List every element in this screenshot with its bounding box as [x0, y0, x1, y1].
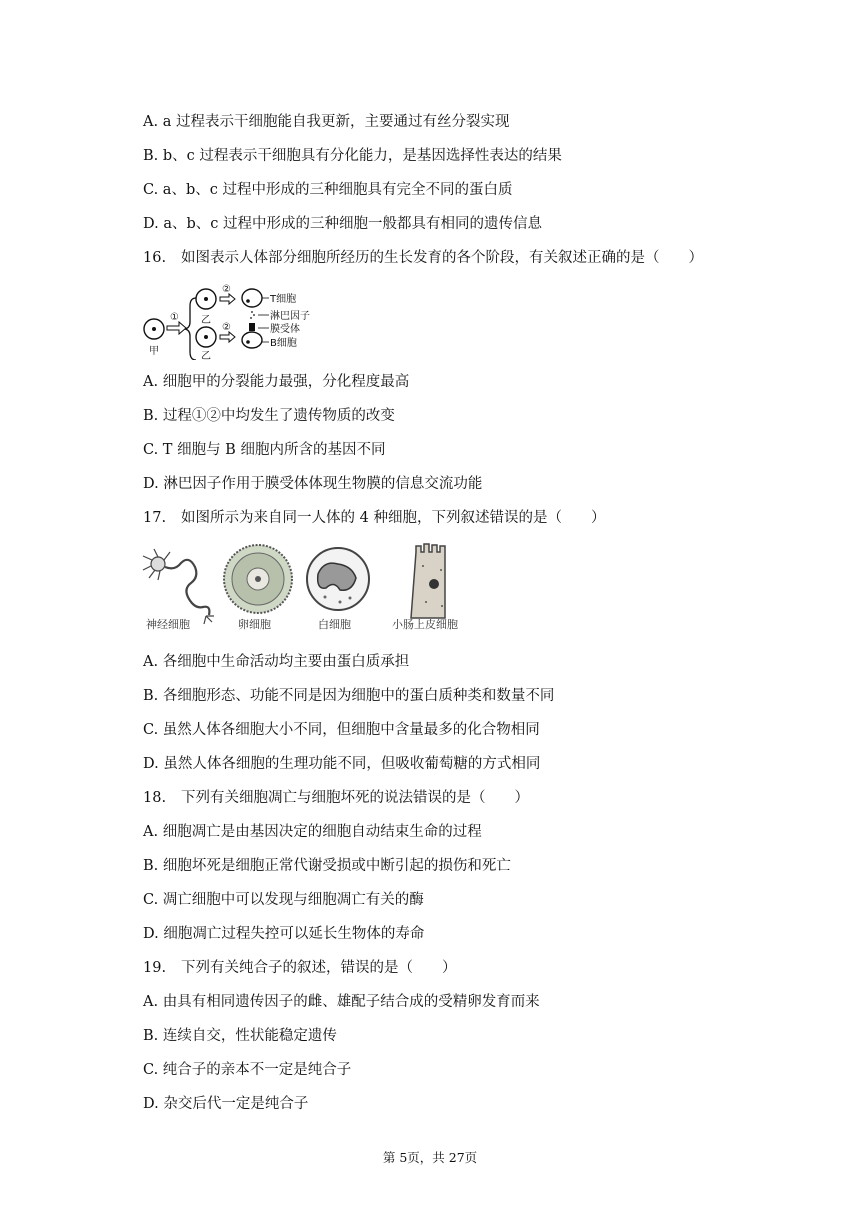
q16-option-c: C. T 细胞与 B 细胞内所含的基因不同 — [143, 442, 386, 458]
page-footer: 第 5页，共 27页 — [382, 1150, 478, 1165]
caption-neuron: 神经细胞 — [146, 618, 190, 631]
q18-option-c: C. 凋亡细胞中可以发现与细胞凋亡有关的酶 — [143, 892, 424, 908]
q16-option-a: A. 细胞甲的分裂能力最强，分化程度最高 — [143, 374, 410, 390]
q15-option-d: D. a、b、c 过程中形成的三种细胞一般都具有相同的遗传信息 — [143, 216, 542, 232]
q17-option-c: C. 虽然人体各细胞大小不同，但细胞中含量最多的化合物相同 — [143, 722, 540, 738]
q17-option-b: B. 各细胞形态、功能不同是因为细胞中的蛋白质种类和数量不同 — [143, 688, 555, 704]
q17-stem — [143, 508, 605, 528]
q19-option-b: B. 连续自交，性状能稳定遗传 — [143, 1028, 337, 1044]
q18-stem — [143, 788, 529, 808]
lymphokine-label: 淋巴因子 — [270, 311, 310, 322]
q18-number: 18. — [143, 790, 167, 806]
branch-brace — [185, 298, 196, 360]
caption-egg-cell: 卵细胞 — [238, 618, 271, 631]
b-cell-label: B细胞 — [270, 338, 297, 349]
white-blood-cell-drawing — [307, 548, 369, 610]
q15-option-c: C. a、b、c 过程中形成的三种细胞具有完全不同的蛋白质 — [143, 182, 513, 198]
q19-number: 19. — [143, 960, 167, 976]
q17-option-a: A. 各细胞中生命活动均主要由蛋白质承担 — [143, 654, 410, 670]
receptor-label: 膜受体 — [270, 324, 300, 335]
step-2-top-label: ② — [222, 284, 231, 295]
q15-option-b: B. b、c 过程表示干细胞具有分化能力，是基因选择性表达的结果 — [143, 148, 562, 164]
q19-option-a: A. 由具有相同遗传因子的雌、雄配子结合成的受精卵发育而来 — [143, 994, 540, 1010]
q19-stem-text: 下列有关纯合子的叙述，错误的是（ ） — [181, 960, 457, 976]
q19-stem — [143, 958, 457, 978]
caption-white-blood-cell: 白细胞 — [318, 618, 351, 631]
q19-option-d: D. 杂交后代一定是纯合子 — [143, 1096, 309, 1112]
q18-option-b: B. 细胞坏死是细胞正常代谢受损或中断引起的损伤和死亡 — [143, 858, 511, 874]
q16-stem-text: 如图表示人体部分细胞所经历的生长发育的各个阶段，有关叙述正确的是（ ） — [181, 250, 703, 266]
q16-number: 16. — [143, 250, 167, 266]
q18-option-d: D. 细胞凋亡过程失控可以延长生物体的寿命 — [143, 926, 425, 942]
t-cell-shape — [242, 289, 262, 307]
q15-option-a: A. a 过程表示干细胞能自我更新，主要通过有丝分裂实现 — [143, 114, 510, 130]
q16-stem — [143, 248, 703, 268]
q16-option-d: D. 淋巴因子作用于膜受体体现生物膜的信息交流功能 — [143, 476, 483, 492]
arrow-step-2-bottom — [220, 332, 235, 342]
q17-option-d: D. 虽然人体各细胞的生理功能不同，但吸收葡萄糖的方式相同 — [143, 756, 541, 772]
step-2-bottom-label: ② — [222, 322, 231, 333]
q17-four-cells-figure — [140, 542, 485, 634]
t-cell-label: T细胞 — [270, 294, 297, 305]
neuron-drawing — [143, 549, 214, 624]
q16-cell-differentiation-figure — [140, 282, 340, 360]
intestinal-epithelial-cell-drawing — [411, 544, 445, 618]
b-cell-shape — [242, 332, 262, 348]
cell-yi-top-label: 乙 — [201, 315, 211, 326]
q18-stem-text: 下列有关细胞凋亡与细胞坏死的说法错误的是（ ） — [181, 790, 529, 806]
egg-cell-drawing — [224, 545, 292, 613]
step-1-label: ① — [170, 312, 179, 323]
cell-yi-bottom-label: 乙 — [201, 351, 211, 360]
cell-jia-label: 甲 — [149, 346, 159, 357]
membrane-receptor-shape — [249, 323, 255, 331]
arrow-step-1 — [167, 322, 186, 334]
q17-stem-text: 如图所示为来自同一人体的 4 种细胞，下列叙述错误的是（ ） — [181, 510, 606, 526]
q19-option-c: C. 纯合子的亲本不一定是纯合子 — [143, 1062, 352, 1078]
caption-intestinal-epithelial-cell: 小肠上皮细胞 — [392, 618, 458, 631]
q18-option-a: A. 细胞凋亡是由基因决定的细胞自动结束生命的过程 — [143, 824, 482, 840]
q16-option-b: B. 过程①②中均发生了遗传物质的改变 — [143, 408, 395, 424]
q17-number: 17. — [143, 510, 167, 526]
arrow-step-2-top — [220, 294, 235, 304]
